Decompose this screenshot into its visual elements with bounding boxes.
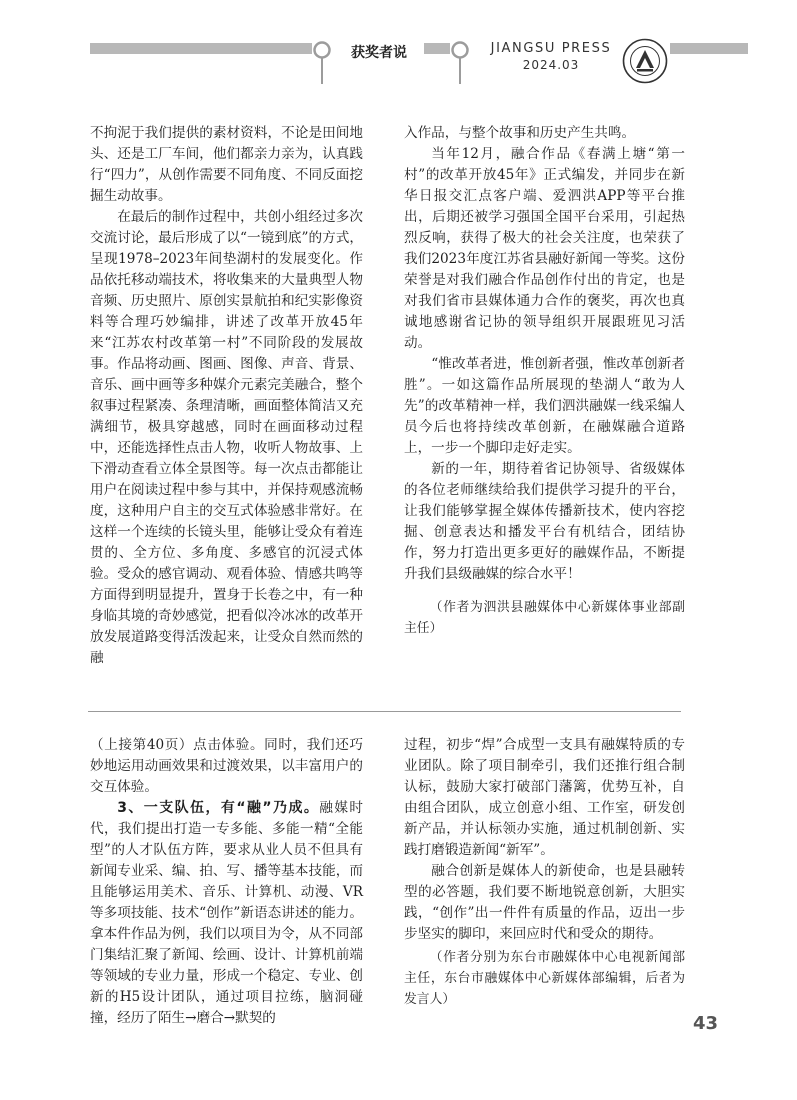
paragraph: 在最后的制作过程中，共创小组经过多次交流讨论，最后形成了以“一镜到底”的方式，呈现1978–2023年间垫湖村的发展变化。作品依托移动端技术，将收集来的大量典型人物音频、历史照片、原创实景航拍和纪实影像资料等合理巧妙编排，讲述了改革开放45年来“江苏农村改革第一村”不同阶段的发展故事。作品将动画、图画、图像、声音、背景、音乐、画中画等多种媒介元素完美融合，整个叙事过程紧凑、条理清晰，画面整体简洁又充满细节，极具穿越感，同时在画面移动过程中，还能选择性点击人物，收听人物故事、上下滑动查看立体全景图等。每一次点击都能让用户在阅读过程中参与其中，并保持观感流畅度，这种用户自主的交互式体验感非常好。在这样一个连续的长镜头里，能够让受众有着连贯的、全方位、多角度、多感官的沉浸式体验。受众的感官调动、观看体验、情感共鸣等方面得到明显提升，置身于长卷之中，有一种身临其境的奇妙感觉，把看似冷冰冰的改革开放发展道路变得活泼起来，让受众自然而然的融 <box>90 209 363 666</box>
author-note: （作者分别为东台市融媒体中心电视新闻部主任，东台市融媒体中心新媒体部编辑，后者为发言人） <box>404 950 685 1007</box>
continued-note: （上接第40页） <box>90 737 194 753</box>
author-note: （作者为泗洪县融媒体中心新媒体事业部副主任） <box>404 600 685 636</box>
top-right-column <box>404 123 685 639</box>
article-divider <box>88 711 681 712</box>
paragraph: 入作品，与整个故事和历史产生共鸣。 <box>404 125 636 141</box>
header-bar-left <box>90 43 312 54</box>
journal-name: JIANGSU PRESS <box>490 41 612 56</box>
paragraph: （上接第40页）点击体验。同时，我们还巧妙地运用动画效果和过渡效果，以丰富用户的交互体验。 <box>90 737 363 795</box>
bottom-right-column <box>404 735 685 1010</box>
paragraph: 不拘泥于我们提供的素材资料，不论是田间地头、还是工厂车间，他们都亲力亲为，认真践行“四力”，从创作需要不同角度、不同反面挖掘生动故事。 <box>90 125 363 204</box>
top-left-column <box>90 123 363 669</box>
section-title: 获奖者说 <box>351 45 407 61</box>
paragraph: 新的一年，期待着省记协领导、省级媒体的各位老师继续给我们提供学习提升的平台，让我们能够掌握全媒体传播新技术，使内容挖掘、创意表达和播发平台有机结合，团结协作，努力打造出更多更好的融媒作品，不断提升我们县级融媒的综合水平！ <box>404 461 685 582</box>
association-seal-icon <box>622 38 668 84</box>
issue-number: 2024.03 <box>522 58 580 72</box>
journal-masthead <box>483 41 619 73</box>
paragraph: “惟改革者进，惟创新者强，惟改革创新者胜”。一如这篇作品所展现的垫湖人“敢为人先”的改革精神一样，我们泗洪融媒一线采编人员今后也将持续改革创新，在融媒融合道路上，一步一个脚印走好走实。 <box>404 356 685 456</box>
bottom-left-column <box>90 735 363 1029</box>
subheading: 3、一支队伍，有“融”乃成。 <box>117 800 320 816</box>
header-bar-right <box>670 43 748 54</box>
paragraph: 当年12月，融合作品《春满上塘“第一村”的改革开放45年》正式编发，并同步在新华日报交汇点客户端、爱泗洪APP等平台推出，后期还被学习强国全国平台采用，引起热烈反响，获得了极大的社会关注度，也荣获了我们2023年度江苏省县融好新闻一等奖。这份荣誉是对我们融合作品创作付出的肯定，也是对我们省市县媒体通力合作的褒奖，再次也真诚地感谢省记协的领导组织开展跟班见习活动。 <box>404 146 685 351</box>
pin-icon-left <box>312 40 332 84</box>
header-bar-middle <box>424 43 450 54</box>
paragraph: 融合创新是媒体人的新使命，也是县融转型的必答题，我们要不断地锐意创新，大胆实践，“创作”出一件件有质量的作品，迈出一步步坚实的脚印，来回应时代和受众的期待。 <box>404 863 685 942</box>
pin-icon-right <box>450 40 470 84</box>
paragraph: 过程，初步“焊”合成型一支具有融媒特质的专业团队。除了项目制牵引，我们还推行组合制认标，鼓励大家打破部门藩篱，优势互补，自由组合团队，成立创意小组、工作室，研发创新产品，并认标领办实施，通过机制创新、实践打磨锻造新闻“新军”。 <box>404 737 685 858</box>
page-number: 43 <box>693 1013 719 1034</box>
paragraph: 3、一支队伍，有“融”乃成。融媒时代，我们提出打造一专多能、多能一精“全能型”的人才队伍方阵，要求从业人员不但具有新闻专业采、编、拍、写、播等基本技能，而且能够运用美术、音乐、计算机、动漫、VR等多项技能、技术“创作”新语态讲述的能力。拿本件作品为例，我们以项目为令，从不同部门集结汇聚了新闻、绘画、设计、计算机前端等领域的专业力量，形成一个稳定、专业、创新的H5设计团队，通过项目拉练，脑洞碰撞，经历了陌生→磨合→默契的 <box>90 800 363 1026</box>
